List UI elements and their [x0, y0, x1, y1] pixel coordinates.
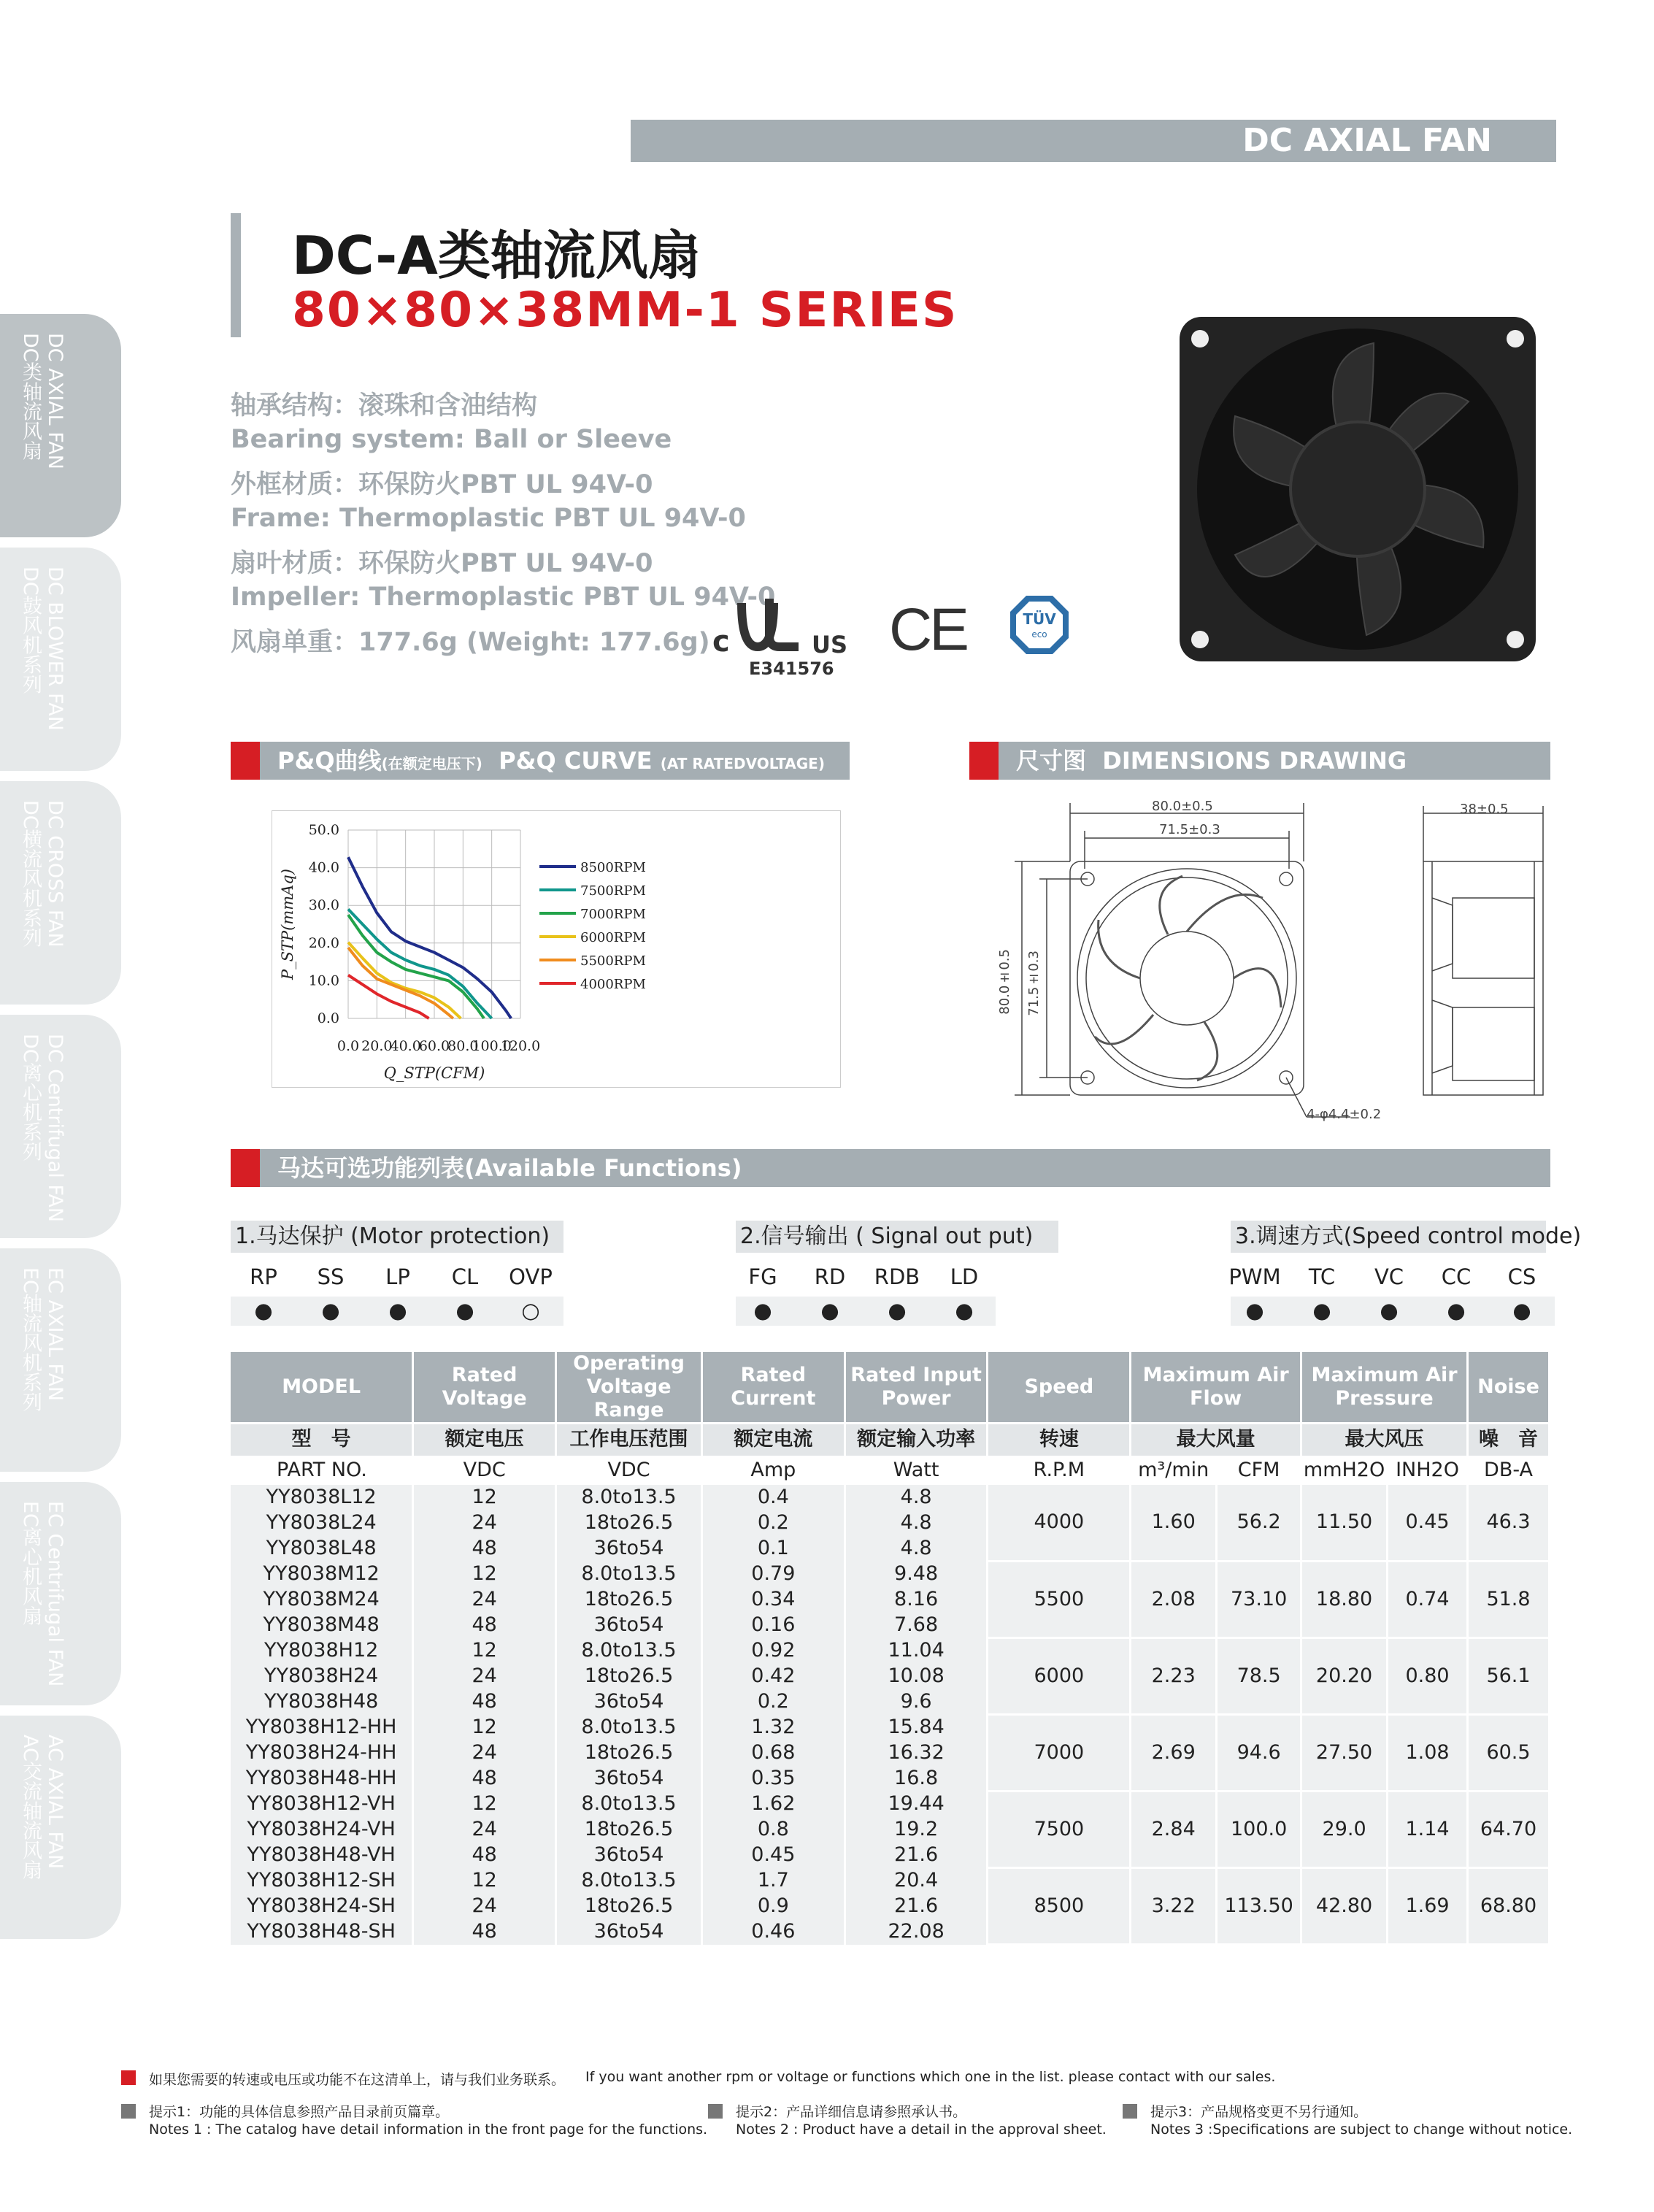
col-header-speed: Speed [988, 1352, 1131, 1424]
spec-line: Bearing system: Ball or Sleeve [231, 425, 672, 454]
unit-cell: PART NO. [276, 1458, 367, 1481]
table-cell: 0.9 [701, 1894, 845, 1919]
function-group-title: 3.调速方式(Speed control mode) [1231, 1221, 1546, 1253]
unit-cell: VDC [463, 1458, 506, 1481]
ul-icon [736, 596, 804, 654]
table-cell: YY8038H24-VH [231, 1817, 413, 1843]
group-cell: 7500 [988, 1792, 1131, 1868]
dim-outer-width: 80.0±0.5 [1152, 799, 1213, 814]
function-code: VC [1374, 1264, 1404, 1289]
table-cell: 18to26.5 [556, 1587, 702, 1613]
spec-line: Frame: Thermoplastic PBT UL 94V-0 [231, 504, 746, 533]
x-tick-label: 120.0 [500, 1038, 541, 1054]
group-cell: 4000 [988, 1485, 1131, 1562]
sidebar-tab-ac-axial[interactable]: AC AXIAL FAN AC交流轴流风扇 [0, 1716, 121, 1939]
cn-header: 额定输入功率 [845, 1424, 988, 1456]
function-mark: ● [254, 1298, 273, 1323]
table-cell: 36to54 [556, 1613, 702, 1638]
table-cell: 21.6 [845, 1894, 988, 1919]
function-code: CL [451, 1264, 479, 1289]
y-tick-label: 0.0 [317, 1010, 339, 1026]
table-cell: 24 [413, 1664, 556, 1689]
group-cell: 2.23 [1131, 1638, 1217, 1715]
table-cell: 0.4 [701, 1485, 845, 1510]
cn-header: 最大风量 [1131, 1424, 1301, 1456]
unit-cell: m³/min [1138, 1458, 1209, 1481]
table-cell: 19.44 [845, 1792, 988, 1817]
table-cell: 24 [413, 1587, 556, 1613]
page-title-cn: DC-A类轴流风扇 [292, 225, 701, 286]
table-cell: 22.08 [845, 1919, 988, 1945]
group-cell: 11.50 [1301, 1485, 1388, 1562]
table-cell: 4.8 [845, 1485, 988, 1510]
table-cell: 20.4 [845, 1868, 988, 1894]
table-cell: 0.1 [701, 1536, 845, 1562]
group-cell: 73.10 [1217, 1562, 1301, 1638]
table-cell: 0.68 [701, 1740, 845, 1766]
function-code: LD [950, 1264, 979, 1289]
tuv-text: TÜV [1023, 610, 1056, 628]
table-cell: 36to54 [556, 1536, 702, 1562]
sidebar-tab-dc-centrifugal[interactable]: DC Centrifugal FAN DC离心机系列 [0, 1015, 121, 1238]
note-marker [1123, 2104, 1137, 2119]
table-cell: 15.84 [845, 1715, 988, 1740]
table-cell: YY8038H24-SH [231, 1894, 413, 1919]
x-tick-label: 80.0 [447, 1038, 479, 1054]
table-cell: 9.48 [845, 1562, 988, 1587]
group-cell: 46.3 [1468, 1485, 1550, 1562]
function-mark: ● [955, 1298, 974, 1323]
section-accent [969, 742, 999, 780]
group-cell: 64.70 [1468, 1792, 1550, 1868]
unit-cell: DB-A [1484, 1458, 1533, 1481]
function-mark: ● [1380, 1298, 1399, 1323]
table-cell: 4.8 [845, 1536, 988, 1562]
y-axis-label: P_STP(mmAq) [279, 869, 296, 980]
function-mark: ● [388, 1298, 407, 1323]
note-1-en: Notes 1 : The catalog have detail information in the front page for the functions. [149, 2121, 708, 2138]
group-cell: 2.08 [1131, 1562, 1217, 1638]
y-tick-label: 50.0 [308, 822, 339, 838]
table-cell: 24 [413, 1894, 556, 1919]
function-group-speed [1222, 1260, 1558, 1327]
function-mark: ● [753, 1298, 772, 1323]
table-cell: YY8038H48 [231, 1689, 413, 1715]
sidebar-tab-ec-centrifugal[interactable]: EC Centrifugal FAN EC离心机风扇 [0, 1482, 121, 1705]
function-code: RDB [874, 1264, 920, 1289]
dim-inner-width: 71.5±0.3 [1159, 822, 1220, 837]
table-cell: 24 [413, 1510, 556, 1536]
table-cell: 8.0to13.5 [556, 1562, 702, 1587]
table-cell: 8.0to13.5 [556, 1638, 702, 1664]
cn-header: 转速 [988, 1424, 1131, 1456]
table-cell: 16.8 [845, 1766, 988, 1792]
table-cell: 12 [413, 1485, 556, 1510]
sidebar-tab-ec-axial[interactable]: EC AXIAL FAN EC轴流风机系列 [0, 1248, 121, 1472]
unit-cell: R.P.M [1033, 1458, 1085, 1481]
section-pq-curve: P&Q曲线(在额定电压下) P&Q CURVE (AT RATEDVOLTAGE) [231, 742, 850, 780]
col-header-model: MODEL [231, 1352, 413, 1424]
function-code: PWM [1228, 1264, 1281, 1289]
group-cell: 56.1 [1468, 1638, 1550, 1715]
function-code: CC [1441, 1264, 1472, 1289]
fan-photo [1177, 314, 1539, 664]
section-dimensions: 尺寸图 DIMENSIONS DRAWING [969, 742, 1550, 780]
table-cell: 12 [413, 1868, 556, 1894]
table-cell: 9.6 [845, 1689, 988, 1715]
table-cell: 21.6 [845, 1843, 988, 1868]
dim-hole: 4-φ4.4±0.2 [1307, 1107, 1382, 1122]
page-title-series: 80×80×38MM-1 SERIES [292, 282, 958, 338]
function-code: TC [1308, 1264, 1336, 1289]
table-cell: 48 [413, 1536, 556, 1562]
table-cell: 0.2 [701, 1689, 845, 1715]
table-cell: 36to54 [556, 1689, 702, 1715]
note-3-en: Notes 3 :Specifications are subject to change without notice. [1150, 2121, 1573, 2138]
group-cell: 18.80 [1301, 1562, 1388, 1638]
unit-cell: INH2O [1396, 1458, 1459, 1481]
table-row [231, 1715, 1550, 1740]
table-cell: 48 [413, 1919, 556, 1945]
table-row [231, 1485, 1550, 1510]
group-cell: 1.69 [1388, 1868, 1468, 1945]
group-cell: 78.5 [1217, 1638, 1301, 1715]
table-cell: 12 [413, 1792, 556, 1817]
table-cell: 0.45 [701, 1843, 845, 1868]
col-header-rated-current: Rated Current [701, 1352, 845, 1424]
table-cell: YY8038H12 [231, 1638, 413, 1664]
group-cell: 0.80 [1388, 1638, 1468, 1715]
pq-chart-svg [272, 811, 842, 1088]
note-2-cn: 提示2：产品详细信息请参照承认书。 [736, 2104, 967, 2120]
cn-header: 型 号 [231, 1424, 413, 1456]
table-cell: 16.32 [845, 1740, 988, 1766]
table-row [231, 1562, 1550, 1587]
table-cell: YY8038L48 [231, 1536, 413, 1562]
cn-header: 额定电压 [413, 1424, 556, 1456]
tuv-logo [1009, 594, 1070, 656]
function-mark: ● [1512, 1298, 1531, 1323]
function-group-signal [730, 1260, 1000, 1327]
function-code: RP [250, 1264, 277, 1289]
spec-line: 外框材质：环保防火PBT UL 94V-0 [231, 470, 653, 499]
group-cell: 1.14 [1388, 1792, 1468, 1868]
col-header-voltage-range: Operating Voltage Range [556, 1352, 702, 1424]
ul-file-number: E341576 [749, 658, 834, 679]
col-header-rated-voltage: Rated Voltage [413, 1352, 556, 1424]
spec-line: 轴承结构：滚珠和含油结构 [231, 391, 538, 420]
table-cell: 8.16 [845, 1587, 988, 1613]
ul-c-mark: c [712, 625, 730, 658]
sidebar-tab-dc-cross[interactable]: DC CROSS FAN DC横流风机系列 [0, 781, 121, 1005]
x-tick-label: 20.0 [361, 1038, 393, 1054]
table-cell: YY8038L24 [231, 1510, 413, 1536]
table-cell: YY8038H12-VH [231, 1792, 413, 1817]
col-header-air-flow: Maximum Air Flow [1131, 1352, 1301, 1424]
group-cell: 113.50 [1217, 1868, 1301, 1945]
dim-depth: 38±0.5 [1460, 802, 1509, 817]
table-cell: 36to54 [556, 1919, 702, 1945]
function-mark: ○ [521, 1298, 540, 1323]
section-accent [231, 1149, 260, 1187]
unit-cell: Amp [750, 1458, 796, 1481]
table-cell: 1.7 [701, 1868, 845, 1894]
table-cell: 0.46 [701, 1919, 845, 1945]
table-cell: 7.68 [845, 1613, 988, 1638]
function-group-title: 2.信号输出 ( Signal out put) [736, 1221, 1058, 1253]
legend-label: 7000RPM [580, 907, 646, 922]
notes [121, 2069, 1581, 2164]
function-group-motor [231, 1260, 563, 1327]
table-cell: 10.08 [845, 1664, 988, 1689]
group-cell: 1.08 [1388, 1715, 1468, 1792]
x-axis-label: Q_STP(CFM) [383, 1064, 485, 1082]
group-cell: 5500 [988, 1562, 1131, 1638]
spec-line: 风扇单重：177.6g (Weight: 177.6g) [231, 628, 710, 657]
function-mark: ● [455, 1298, 474, 1323]
table-cell: 11.04 [845, 1638, 988, 1664]
cn-header: 额定电流 [701, 1424, 845, 1456]
col-header-input-power: Rated Input Power [845, 1352, 988, 1424]
table-cell: 0.8 [701, 1817, 845, 1843]
function-code: OVP [509, 1264, 553, 1289]
table-row [231, 1868, 1550, 1894]
spec-line: 扇叶材质：环保防火PBT UL 94V-0 [231, 549, 653, 578]
table-row [231, 1638, 1550, 1664]
table-cell: 0.92 [701, 1638, 845, 1664]
function-code: CS [1507, 1264, 1536, 1289]
table-cell: 24 [413, 1740, 556, 1766]
table-cell: 0.16 [701, 1613, 845, 1638]
group-cell: 94.6 [1217, 1715, 1301, 1792]
function-mark: ● [1312, 1298, 1331, 1323]
legend-label: 4000RPM [580, 977, 646, 992]
table-cell: 0.2 [701, 1510, 845, 1536]
header-banner: DC AXIAL FAN [631, 120, 1556, 162]
group-cell: 2.69 [1131, 1715, 1217, 1792]
col-header-noise: Noise [1468, 1352, 1550, 1424]
function-mark: ● [321, 1298, 340, 1323]
table-cell: 18to26.5 [556, 1664, 702, 1689]
table-cell: 4.8 [845, 1510, 988, 1536]
group-cell: 60.5 [1468, 1715, 1550, 1792]
x-tick-label: 40.0 [390, 1038, 421, 1054]
note-marker [708, 2104, 723, 2119]
group-cell: 29.0 [1301, 1792, 1388, 1868]
dim-inner-height: 71.5±0.3 [1026, 951, 1042, 1016]
pq-chart [272, 810, 841, 1088]
group-cell: 100.0 [1217, 1792, 1301, 1868]
function-code: SS [317, 1264, 345, 1289]
title-accent-bar [231, 213, 241, 337]
group-cell: 1.60 [1131, 1485, 1217, 1562]
table-cell: 36to54 [556, 1843, 702, 1868]
group-cell: 3.22 [1131, 1868, 1217, 1945]
table-cell: 8.0to13.5 [556, 1715, 702, 1740]
table-cell: 8.0to13.5 [556, 1485, 702, 1510]
sidebar-tab-dc-blower[interactable]: DC BLOWER FAN DC鼓风机系列 [0, 548, 121, 771]
group-cell: 42.80 [1301, 1868, 1388, 1945]
note-main-cn: 如果您需要的转速或电压或功能不在这清单上，请与我们业务联系。 [149, 2072, 566, 2088]
unit-cell: mmH2O [1303, 1458, 1385, 1481]
table-row [231, 1792, 1550, 1817]
ul-cert-logo [712, 593, 873, 680]
table-cell: 18to26.5 [556, 1817, 702, 1843]
group-cell: 8500 [988, 1868, 1131, 1945]
function-code: FG [748, 1264, 777, 1289]
table-cell: YY8038H48-SH [231, 1919, 413, 1945]
table-cell: 8.0to13.5 [556, 1868, 702, 1894]
table-cell: 48 [413, 1613, 556, 1638]
y-tick-label: 10.0 [308, 972, 339, 989]
cn-header: 工作电压范围 [556, 1424, 702, 1456]
group-cell: 0.45 [1388, 1485, 1468, 1562]
table-cell: 48 [413, 1689, 556, 1715]
table-cell: YY8038H12-HH [231, 1715, 413, 1740]
unit-cell: CFM [1237, 1458, 1280, 1481]
function-mark: ● [1447, 1298, 1466, 1323]
group-cell: 2.84 [1131, 1792, 1217, 1868]
dim-outer-height: 80.0±0.5 [997, 949, 1012, 1015]
ul-us-mark: US [812, 631, 848, 658]
spec-line: Impeller: Thermoplastic PBT UL 94V-0 [231, 583, 776, 612]
group-cell: 0.74 [1388, 1562, 1468, 1638]
function-mark: ● [1245, 1298, 1264, 1323]
table-cell: 12 [413, 1715, 556, 1740]
col-header-air-pressure: Maximum Air Pressure [1301, 1352, 1468, 1424]
legend-label: 7500RPM [580, 883, 646, 899]
x-tick-label: 0.0 [336, 1038, 360, 1054]
sidebar-tab-dc-axial[interactable]: DC AXIAL FAN DC类轴流风扇 [0, 314, 121, 537]
table-cell: 12 [413, 1562, 556, 1587]
table-cell: 12 [413, 1638, 556, 1664]
table-cell: 18to26.5 [556, 1894, 702, 1919]
table-cell: 0.79 [701, 1562, 845, 1587]
table-cell: 18to26.5 [556, 1740, 702, 1766]
note-2-en: Notes 2 : Product have a detail in the approval sheet. [736, 2121, 1107, 2138]
dimensions-drawing [985, 788, 1555, 1124]
cn-header: 噪 音 [1468, 1424, 1550, 1456]
group-cell: 51.8 [1468, 1562, 1550, 1638]
table-cell: 0.35 [701, 1766, 845, 1792]
group-cell: 56.2 [1217, 1485, 1301, 1562]
function-code: LP [385, 1264, 410, 1289]
x-tick-label: 60.0 [418, 1038, 450, 1054]
y-tick-label: 20.0 [308, 934, 339, 951]
table-cell: 24 [413, 1817, 556, 1843]
tuv-eco-text: eco [1031, 629, 1047, 640]
function-mark: ● [888, 1298, 907, 1323]
table-cell: YY8038M12 [231, 1562, 413, 1587]
table-cell: YY8038H24-HH [231, 1740, 413, 1766]
cn-header: 最大风压 [1301, 1424, 1468, 1456]
table-cell: YY8038L12 [231, 1485, 413, 1510]
ce-mark: CE [889, 596, 966, 663]
table-cell: 36to54 [556, 1766, 702, 1792]
table-cell: 18to26.5 [556, 1510, 702, 1536]
table-cell: 0.42 [701, 1664, 845, 1689]
note-3-cn: 提示3：产品规格变更不另行通知。 [1150, 2104, 1368, 2120]
group-cell: 27.50 [1301, 1715, 1388, 1792]
unit-cell: Watt [893, 1458, 939, 1481]
table-cell: YY8038H24 [231, 1664, 413, 1689]
table-cell: YY8038H48-VH [231, 1843, 413, 1868]
table-cell: 19.2 [845, 1817, 988, 1843]
table-cell: YY8038M48 [231, 1613, 413, 1638]
table-cell: YY8038M24 [231, 1587, 413, 1613]
table-cell: 0.34 [701, 1587, 845, 1613]
table-cell: 48 [413, 1766, 556, 1792]
legend-label: 6000RPM [580, 930, 646, 945]
table-cell: 8.0to13.5 [556, 1792, 702, 1817]
section-functions: 马达可选功能列表(Available Functions) [231, 1149, 1550, 1187]
group-cell: 20.20 [1301, 1638, 1388, 1715]
spec-table [231, 1352, 1550, 1946]
table-cell: YY8038H48-HH [231, 1766, 413, 1792]
y-tick-label: 30.0 [308, 897, 339, 914]
group-cell: 6000 [988, 1638, 1131, 1715]
note-main-en: If you want another rpm or voltage or functions which one in the list. please contact with our sales. [585, 2069, 1276, 2085]
x-tick-label: 100.0 [472, 1038, 512, 1054]
function-code: RD [814, 1264, 846, 1289]
unit-cell: VDC [607, 1458, 650, 1481]
table-cell: 1.62 [701, 1792, 845, 1817]
function-group-title: 1.马达保护 (Motor protection) [231, 1221, 563, 1253]
table-cell: YY8038H12-SH [231, 1868, 413, 1894]
legend-label: 8500RPM [580, 860, 646, 875]
note-marker [121, 2104, 136, 2119]
group-cell: 7000 [988, 1715, 1131, 1792]
section-accent [231, 742, 260, 780]
group-cell: 68.80 [1468, 1868, 1550, 1945]
note-1-cn: 提示1：功能的具体信息参照产品目录前页篇章。 [149, 2104, 450, 2120]
legend-label: 5500RPM [580, 953, 646, 969]
series-line-8500rpm [348, 857, 511, 1018]
y-tick-label: 40.0 [308, 859, 339, 876]
note-marker [121, 2070, 136, 2085]
table-cell: 1.32 [701, 1715, 845, 1740]
function-mark: ● [820, 1298, 839, 1323]
table-cell: 48 [413, 1843, 556, 1868]
